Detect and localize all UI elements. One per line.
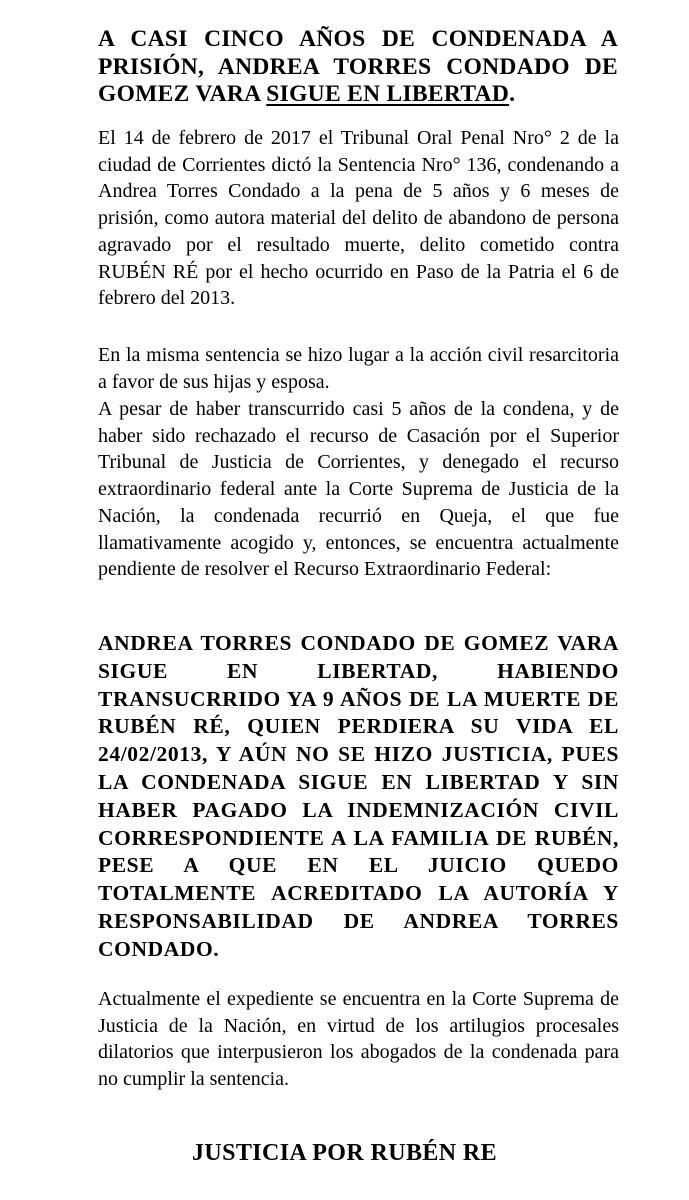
footer-slogan: JUSTICIA POR RUBÉN RE <box>191 1140 498 1166</box>
headline-end: . <box>509 81 516 107</box>
headline-underlined-text: SIGUE EN LIBERTAD <box>266 81 510 107</box>
headline <box>98 26 618 109</box>
paragraph-appeals: A pesar de haber transcurrido casi 5 años de la condena, y de haber sido rechazado el recurso de Casación por el Superior Tribunal de Justicia de Corrientes, y denegado el recurso extraordinario federal ante la Corte Suprema de Justicia de la Nación, la condenada recurrió en Queja, el que fue llamativamente acogido y, entonces, se encuentra actualmente pendiente de resolver el Recurso Extraordinario Federal: <box>98 398 619 581</box>
paragraph-civil-action: En la misma sentencia se hizo lugar a la acción civil resarcitoria a favor de sus hijas y esposa. <box>98 344 619 393</box>
paragraph-current-status: Actualmente el expediente se encuentra en la Corte Suprema de Justicia de la Nación, en virtud de los artilugios procesales dilatorios que interpusieron los abogados de la condenada para no cumplir la sentencia. <box>98 988 619 1091</box>
bold-statement: ANDREA TORRES CONDADO DE GOMEZ VARA SIGUE EN LIBERTAD, HABIENDO TRANSUCRRIDO YA 9 AÑOS DE LA MUERTE DE RUBÉN RÉ, QUIEN PERDIERA SU VIDA EL 24/02/2013, Y AÚN NO SE HIZO JUSTICIA, PUES LA CONDENADA SIGUE EN LIBERTAD Y SIN HABER PAGADO LA INDEMNIZACIÓN CIVIL CORRESPONDIENTE A LA FAMILIA DE RUBÉN, PESE A QUE EN EL JUICIO QUEDO TOTALMENTE ACREDITADO LA AUTORÍA Y RESPONSABILIDAD DE ANDREA TORRES CONDADO. <box>98 631 619 961</box>
paragraph-sentence: El 14 de febrero de 2017 el Tribunal Oral Penal Nro° 2 de la ciudad de Corrientes dictó la Sentencia Nro° 136, condenando a Andrea Torres Condado a la pena de 5 años y 6 meses de prisión, como autora material del delito de abandono de persona agravado por el resultado muerte, delito cometido contra RUBÉN RÉ por el hecho ocurrido en Paso de la Patria el 6 de febrero del 2013. <box>98 127 619 310</box>
headline-text: A CASI CINCO AÑOS DE CONDENADA A PRISIÓN, ANDREA TORRES CONDADO DE GOMEZ VARA <box>98 26 618 107</box>
